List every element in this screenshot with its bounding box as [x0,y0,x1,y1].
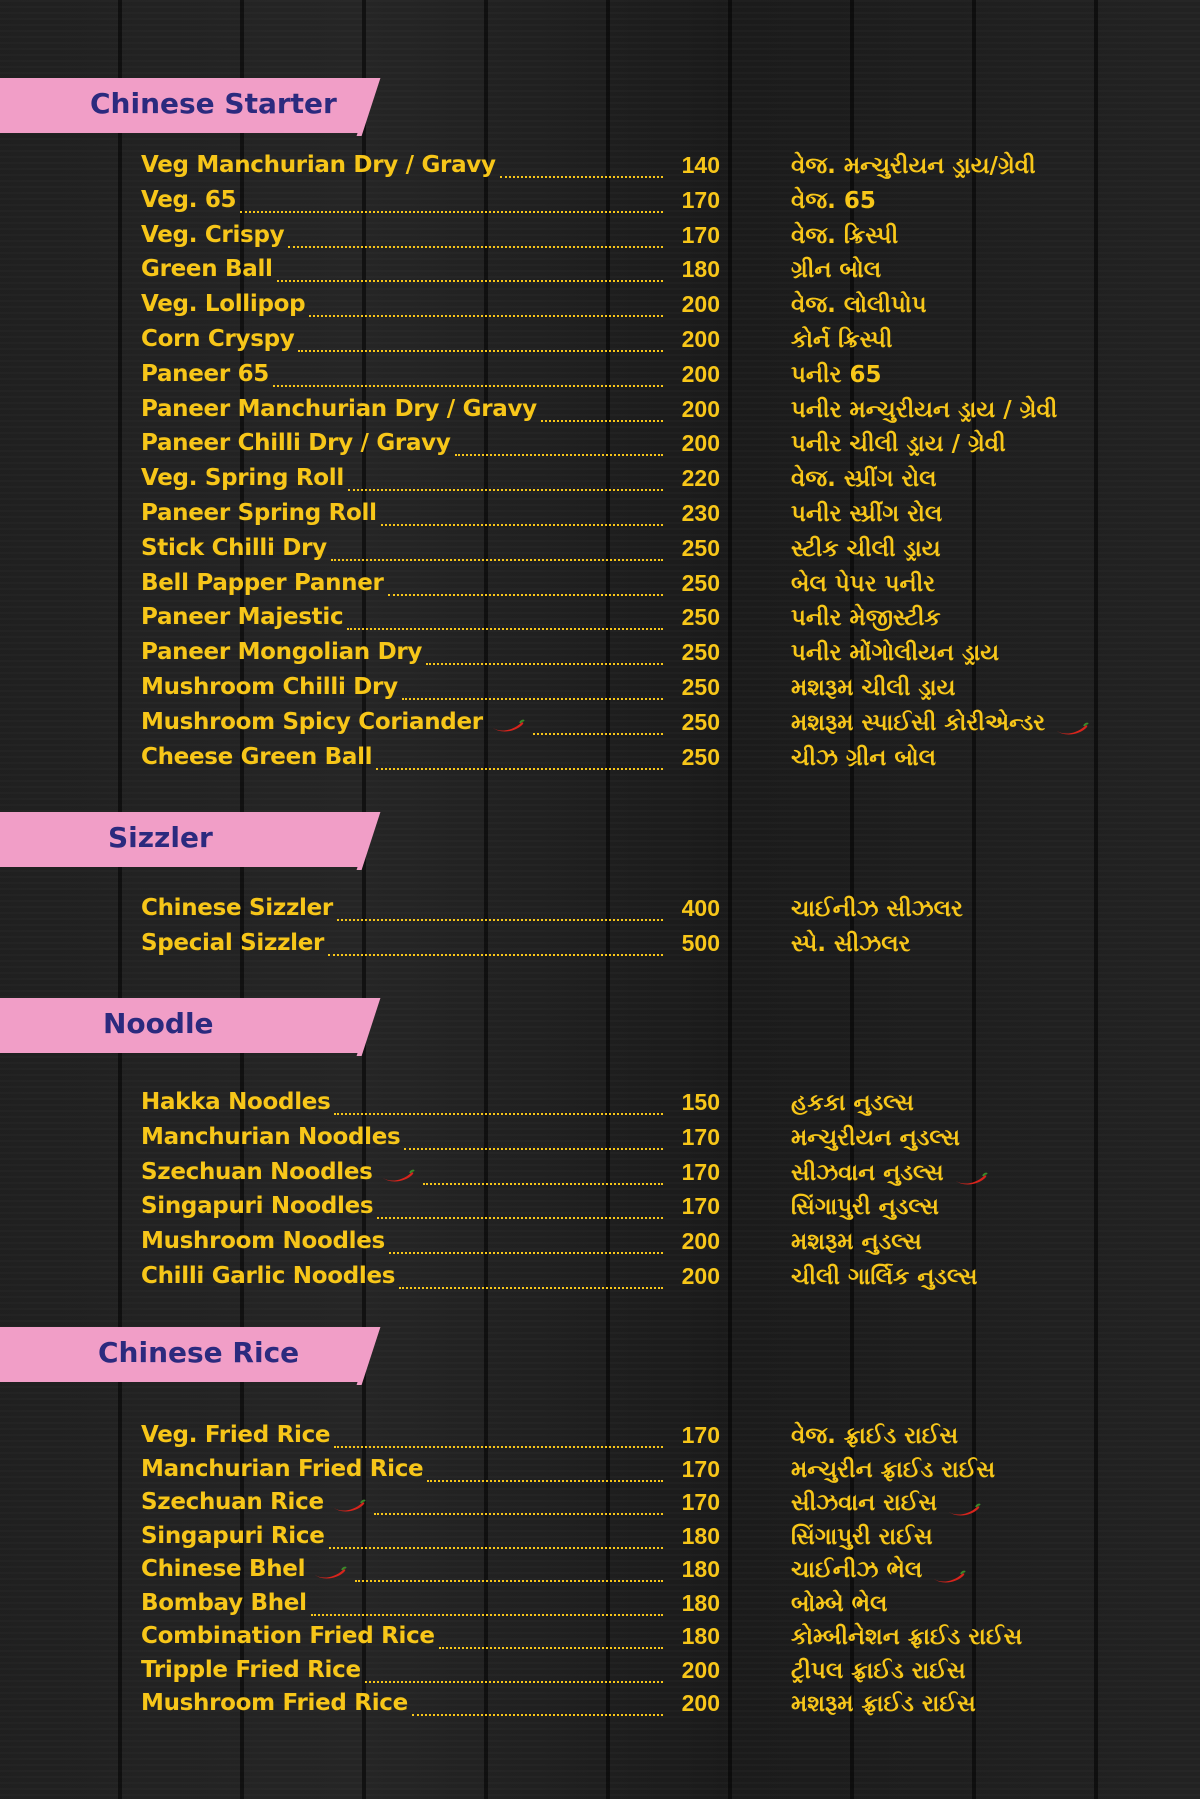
menu-item-price: 400 [681,895,720,921]
menu-item-row [0,1590,1200,1620]
menu-item-local-name-wrap [791,1624,1022,1650]
menu-item-local-name: ટ્રીપલ ફ્રાઈડ રાઈસ [791,1657,966,1684]
menu-item-row [0,1690,1200,1720]
menu-item-row [0,1263,1200,1293]
menu-item-row [0,222,1200,252]
menu-item-name: Mushroom Fried Rice [141,1690,408,1716]
menu-item-local-name-wrap [791,896,963,922]
menu-item-local-name-wrap [791,745,936,771]
menu-item-name: Veg. Lollipop [141,291,306,318]
dotted-leader [388,594,663,596]
menu-item-local-name: વેજ. લોલીપોપ [791,292,927,319]
menu-item-price: 250 [681,674,720,700]
chili-pepper-icon [381,1168,415,1182]
dotted-leader [381,524,663,526]
menu-item-price: 140 [681,152,720,178]
menu-item-row [0,465,1200,495]
menu-item-row [0,1193,1200,1223]
menu-item-row [0,1422,1200,1452]
menu-item-price: 170 [681,1158,720,1185]
menu-item-local-name: પનીર સ્પ્રીંગ રોલ [791,501,943,527]
menu-item-local-name: મશરૂમ નુડલ્સ [791,1229,922,1256]
menu-item-local-name-wrap [791,1490,981,1516]
menu-item-local-name: બેલ પેપર પનીર [791,570,936,597]
menu-item-local-name-wrap [791,931,911,957]
menu-item-row [0,1623,1200,1653]
menu-item-row [0,604,1200,634]
menu-item-local-name-wrap [791,1160,988,1186]
menu-item-local-name-wrap [791,362,882,388]
menu-item-price: 200 [681,1690,720,1716]
menu-item-local-name: મન્ચુરીયન નુડલ્સ [791,1124,960,1151]
menu-item-local-name-wrap [791,1264,978,1290]
menu-item-local-name-wrap [791,1194,939,1220]
section-title: Noodle [103,1007,214,1040]
menu-item-name: Green Ball [141,256,273,283]
chili-pepper-icon [313,1565,347,1579]
menu-item-row [0,256,1200,286]
menu-item-local-name-wrap [791,1524,933,1550]
menu-item-row [0,291,1200,321]
menu-item-local-name: બોમ્બે ભેલ [791,1590,888,1617]
dotted-leader [402,698,663,700]
menu-item-price: 200 [681,395,720,422]
dotted-leader [500,176,663,178]
menu-item-row [0,187,1200,217]
menu-item-price: 200 [681,326,720,352]
menu-item-name: Chinese Sizzler [141,895,333,921]
chili-pepper-icon [332,1498,366,1512]
menu-item-name: Stick Chilli Dry [141,534,327,561]
menu-item-local-name: કોર્ન ક્રિસ્પી [791,327,893,353]
menu-item-local-name: સિંગાપુરી નુડલ્સ [791,1194,940,1221]
menu-item-row [0,1124,1200,1154]
menu-item-price: 170 [681,1455,720,1482]
menu-item-row [0,709,1200,739]
menu-item-name: Tripple Fried Rice [141,1656,361,1683]
menu-item-name: Mushroom Noodles [141,1228,385,1255]
dotted-leader [288,246,663,248]
menu-item-row [0,430,1200,460]
menu-item-name: Mushroom Spicy Coriander [141,708,483,735]
menu-item-price: 200 [681,1263,720,1289]
menu-item-name: Veg Manchurian Dry / Gravy [141,152,496,178]
dotted-leader [331,559,663,561]
menu-item-price: 500 [681,929,720,956]
menu-item-name: Chinese Bhel [141,1556,306,1582]
dotted-leader [377,1217,663,1219]
menu-item-price: 230 [681,500,720,526]
dotted-leader [404,1148,663,1150]
dotted-leader [334,1113,663,1115]
menu-item-name: Paneer Manchurian Dry / Gravy [141,395,537,422]
dotted-leader [240,211,663,213]
menu-item-name: Paneer 65 [141,360,269,387]
menu-item-local-name: મન્ચુરીન ફ્રાઈડ રાઈસ [791,1456,996,1483]
menu-item-row [0,1523,1200,1553]
menu-item-price: 200 [681,1656,720,1683]
menu-item-local-name: ચાઈનીઝ ભેલ [791,1557,923,1583]
menu-item-local-name: વેજ. મન્ચુરીયન ડ્રાય/ગ્રેવી [791,153,1036,179]
dotted-leader [533,733,663,735]
menu-item-local-name-wrap [791,571,935,597]
menu-item-name: Chilli Garlic Noodles [141,1263,396,1289]
dotted-leader [389,1252,663,1254]
menu-item-row [0,895,1200,925]
dotted-leader [347,628,663,630]
menu-item-row [0,1089,1200,1119]
dotted-leader [355,1580,663,1582]
dotted-leader [455,454,663,456]
menu-item-local-name-wrap [791,327,892,353]
menu-item-local-name-wrap [791,292,927,318]
chili-pepper-icon [932,1564,966,1578]
menu-item-row [0,500,1200,530]
menu-item-price: 250 [681,743,720,770]
menu-item-row [0,674,1200,704]
menu-item-price: 180 [681,1589,720,1616]
menu-item-row [0,1657,1200,1687]
menu-item-price: 200 [681,430,720,457]
menu-item-local-name-wrap [791,1591,887,1617]
menu-item-price: 150 [681,1089,720,1115]
menu-item-row [0,535,1200,565]
menu-item-local-name: વેજ. ક્રિસ્પી [791,222,899,249]
menu-item-price: 170 [681,1123,720,1150]
menu-item-name: Singapuri Noodles [141,1193,374,1220]
menu-item-name: Veg. Fried Rice [141,1422,331,1448]
section-title: Sizzler [108,821,213,854]
menu-item-local-name-wrap [791,501,942,527]
dotted-leader [348,489,663,491]
menu-item-price: 200 [681,360,720,387]
menu-item-price: 170 [681,221,720,248]
menu-item-row [0,1456,1200,1486]
menu-item-local-name: ચીલી ગાર્લિક નુડલ્સ [791,1264,978,1290]
menu-item-local-name-wrap [791,605,941,631]
menu-item-row [0,1489,1200,1519]
menu-item-price: 250 [681,569,720,596]
menu-item-local-name-wrap [791,1457,995,1483]
menu-item-price: 180 [681,1522,720,1549]
menu-item-name: Special Sizzler [141,929,325,956]
menu-item-row [0,1228,1200,1258]
menu-item-name: Szechuan Noodles [141,1158,373,1185]
menu-item-price: 250 [681,708,720,735]
menu-item-price: 250 [681,639,720,666]
menu-item-local-name: સ્પે. સીઝલર [791,930,911,957]
menu-item-local-name-wrap [791,640,999,666]
menu-item-local-name-wrap [791,675,956,701]
menu-item-local-name-wrap [791,431,1006,457]
menu-item-local-name-wrap [791,223,898,249]
menu-item-local-name: સીઝવાન રાઈસ [791,1490,938,1516]
menu-item-price: 170 [681,1422,720,1448]
dotted-leader [298,350,663,352]
menu-item-name: Cheese Green Ball [141,743,373,770]
dotted-leader [329,1547,663,1549]
menu-item-name: Veg. 65 [141,186,237,213]
menu-item-price: 250 [681,534,720,561]
menu-item-local-name-wrap [791,1125,960,1151]
menu-item-local-name: વેજ. સ્પ્રીંગ રોલ [791,466,937,493]
menu-item-local-name: ગ્રીન બોલ [791,257,882,284]
dotted-leader [334,1446,663,1448]
menu-item-local-name: કોમ્બીનેશન ફ્રાઈડ રાઈસ [791,1624,1023,1650]
menu-item-local-name: પનીર 65 [791,361,882,388]
menu-item-name: Singapuri Rice [141,1522,325,1549]
menu-item-name: Hakka Noodles [141,1089,331,1115]
menu-item-row [0,744,1200,774]
menu-item-local-name: પનીર મોંગોલીયન ડ્રાય [791,640,1000,667]
menu-item-name: Veg. Spring Roll [141,465,344,492]
menu-item-name: Veg. Crispy [141,221,285,248]
menu-item-name: Manchurian Fried Rice [141,1455,424,1482]
dotted-leader [309,315,663,317]
menu-item-name: Szechuan Rice [141,1489,324,1515]
dotted-leader [399,1287,663,1289]
dotted-leader [311,1614,663,1616]
menu-item-local-name: મશરૂમ ફ્રાઈડ રાઈસ [791,1691,976,1717]
menu-item-local-name: પનીર ચીલી ડ્રાય / ગ્રેવી [791,431,1006,458]
menu-item-local-name-wrap [791,397,1057,423]
menu-item-price: 200 [681,291,720,318]
menu-item-local-name: ચીઝ ગ્રીન બોલ [791,744,937,771]
menu-item-name: Paneer Mongolian Dry [141,639,423,666]
menu-item-local-name-wrap [791,1691,976,1717]
menu-item-local-name-wrap [791,257,881,283]
menu-item-row [0,930,1200,960]
menu-item-local-name-wrap [791,188,876,214]
menu-item-local-name-wrap [791,153,1036,179]
menu-item-name: Paneer Chilli Dry / Gravy [141,430,451,457]
menu-item-row [0,1159,1200,1189]
dotted-leader [374,1513,663,1515]
chili-pepper-icon [491,718,525,732]
dotted-leader [412,1714,663,1716]
section-title: Chinese Starter [90,87,337,120]
menu-item-local-name-wrap [791,1090,914,1116]
menu-item-local-name: સિંગાપુરી રાઈસ [791,1523,933,1550]
menu-item-local-name: વેજ. ફ્રાઈડ રાઈસ [791,1423,959,1449]
dotted-leader [439,1647,663,1649]
menu-item-local-name: સીઝવાન નુડલ્સ [791,1159,944,1186]
menu-item-name: Combination Fried Rice [141,1623,435,1649]
menu-item-local-name-wrap [791,466,937,492]
section-title: Chinese Rice [98,1336,300,1369]
dotted-leader [376,768,663,770]
menu-item-price: 180 [681,1556,720,1582]
menu-item-local-name: પનીર મેજીસ્ટીક [791,605,941,632]
menu-item-row [0,396,1200,426]
menu-item-local-name: મશરૂમ સ્પાઈસી કોરીએન્ડર [791,709,1046,736]
dotted-leader [328,954,663,956]
menu-item-price: 180 [681,256,720,283]
dotted-leader [427,1480,663,1482]
dotted-leader [273,385,663,387]
menu-item-row [0,1556,1200,1586]
menu-item-row [0,326,1200,356]
menu-item-price: 170 [681,1193,720,1220]
menu-item-local-name-wrap [791,1229,922,1255]
menu-item-name: Paneer Spring Roll [141,500,377,526]
menu-item-row [0,570,1200,600]
menu-item-local-name-wrap [791,1557,966,1583]
chili-pepper-icon [954,1166,988,1180]
menu-item-price: 170 [681,186,720,213]
menu-item-row [0,152,1200,182]
menu-item-price: 200 [681,1228,720,1255]
menu-item-name: Bombay Bhel [141,1589,307,1616]
dotted-leader [426,663,663,665]
menu-item-local-name: પનીર મન્ચુરીયન ડ્રાય / ગ્રેવી [791,396,1058,423]
menu-item-name: Mushroom Chilli Dry [141,674,398,700]
menu-item-local-name: સ્ટીક ચીલી ડ્રાય [791,535,941,562]
menu-item-local-name-wrap [791,1658,966,1684]
menu-item-price: 180 [681,1623,720,1649]
menu-item-name: Corn Cryspy [141,326,295,352]
menu-item-price: 220 [681,465,720,492]
menu-item-local-name-wrap [791,536,941,562]
menu-item-local-name: મશરૂમ ચીલી ડ્રાય [791,675,956,701]
menu-item-name: Bell Papper Panner [141,569,384,596]
dotted-leader [541,420,663,422]
menu-item-local-name: હકકા નુડલ્સ [791,1090,914,1116]
menu-item-local-name: ચાઈનીઝ સીઝલર [791,896,963,922]
menu-item-local-name-wrap [791,710,1089,736]
menu-item-price: 170 [681,1489,720,1515]
menu-item-local-name-wrap [791,1423,958,1449]
dotted-leader [337,919,663,921]
dotted-leader [365,1681,663,1683]
menu-item-price: 250 [681,604,720,631]
chili-pepper-icon [1055,716,1089,730]
dotted-leader [423,1183,663,1185]
menu-item-local-name: વેજ. 65 [791,187,876,214]
menu-item-name: Paneer Majestic [141,604,344,631]
menu-item-row [0,639,1200,669]
menu-item-name: Manchurian Noodles [141,1123,401,1150]
chili-pepper-icon [947,1497,981,1511]
menu-item-row [0,361,1200,391]
dotted-leader [277,280,663,282]
